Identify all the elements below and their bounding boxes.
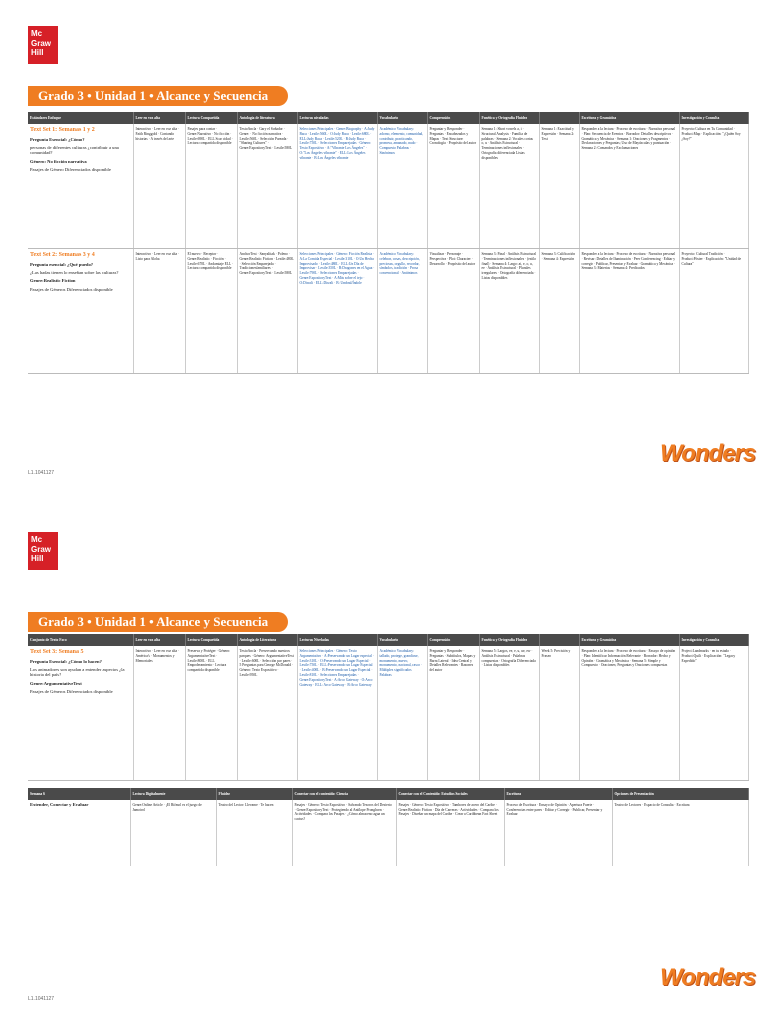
focus-cell: [28, 646, 133, 781]
genre-label: Genre:ArgumentativeText: [30, 680, 82, 686]
phonics-cell: Semana 1: Short vowels a, i · Structural Analysis · Familia de palabras · Semana 2: Vocales cortas o, u · Análisis Estructural · Terminaciones inflexionales · Ortografía diferenciada Listas disponibles: [479, 124, 539, 249]
header-cell: Leer en voz alta: [133, 112, 185, 124]
vocabulary-cell: Académico Vocabulary: tallado, protege, grandiose, monumento, nuevo, monumento, nacional, rasco · Múltiples significados Palabras: [377, 646, 427, 781]
essential-question: Pregunta esencial: ¿Qué puedo?: [30, 261, 94, 267]
header-cell: Antología de literatura: [237, 112, 297, 124]
genre-label: Género: No ficción narrativa: [30, 158, 87, 164]
header-cell: Escritura: [504, 788, 612, 800]
header-cell: Conectar con el contenido: Ciencia: [292, 788, 396, 800]
table-header-row: [28, 634, 748, 646]
banner-title: Grado 3 • Unidad 1 • Alcance y Secuencia: [38, 88, 269, 103]
research-cell: Proyecto: Cultural Tradición · Product:Póster · Explicación: "Unidad de Cultura": [679, 249, 748, 374]
header-cell: Lecturas Niveladas: [297, 634, 377, 646]
header-cell: Investigación y Consulta: [679, 112, 748, 124]
header-cell: Lectura Digitalmente: [130, 788, 216, 800]
wonders-logo: Wonders: [660, 440, 756, 467]
header-cell: Semana 6: [28, 788, 130, 800]
comprehension-cell: Visualizar · Personaje · Perspectiva · Plot: Character · Desarrollo · Propósito del autor: [427, 249, 479, 374]
header-cell: Conjunto de Texto Foco: [28, 634, 133, 646]
banner-title: Grado 3 • Unidad 1 • Alcance y Secuencia: [38, 614, 269, 629]
text-set-title: Text Set 3: Semana 5: [30, 649, 84, 655]
fluency-cell: Teatro del Lector: Llevame · Te hacen: [216, 800, 292, 866]
passages-note: Pasajes de Géneros Diferenciados disponible: [30, 286, 113, 292]
header-cell: Antología de Literatura: [237, 634, 297, 646]
literature-anthology-cell: TextoAncla · Preservando nuestros parques · Género: ArgumentativeText · Lexile:600L · Selección por pares · 5 Preguntas para George McDonald · Género: Texto Expositivo · Lexile:950L: [237, 646, 297, 781]
vocabulary-cell: Académico Vocabulary: adorno, elemento, comunidad, contribuir, practicando, promesa, amanado, nudo · Compuesto Palabras · Sinónimos: [377, 124, 427, 249]
read-aloud-cell: Interactivo · Leer en voz alta · América's · Monumentos y Memoriales: [133, 646, 185, 781]
table-header-row: [28, 788, 748, 800]
page-banner: [28, 612, 288, 632]
essential-question-detail: Los animadores son ayudan a entender aspectos ¿la historia del país?: [30, 667, 125, 678]
read-aloud-cell: Interactivo · Leer en voz alta · Listo para Aloha: [133, 249, 185, 374]
header-cell: Comprensión: [427, 112, 479, 124]
header-cell: Lectura Compartida: [185, 634, 237, 646]
writing-grammar-cell: Responder a la lectura · Proceso de escritura · Narrativa personal · Revisar: Detalles de Iluminación · Peer Conferencing · Editar y corregir · Publicar, Presentar y Evaluar · Gramática y Mecánica · Semana 3: Materias · Semana 4: Predicados: [579, 249, 679, 374]
wonders-logo: Wonders: [660, 964, 756, 991]
header-cell: Vocabulario: [377, 634, 427, 646]
header-cell: Investigación y Consulta: [679, 634, 748, 646]
header-cell: Fluidez: [216, 788, 292, 800]
header-cell: Comprensión: [427, 634, 479, 646]
table-row: [28, 249, 748, 374]
essential-question-detail: ¿Las hadas tienen lo enseñan sobre las culturas?: [30, 270, 119, 275]
essential-question: Pregunta Esencial: ¿Cómo lo hacen?: [30, 658, 102, 664]
leveled-readers-cell: Selecciones Principales · Genre:Biography · A:Judy Baca · Lexile:560L · O:Judy Baca · Lexile:680L · ELL:Judy Baca · Lexile:520L · B:Judy Baca · Lexile:750L · Selecciones Emparejadas · Género: Texto Expositivo · A:"Vibrante Los Ángeles" · O:"Los Ángeles vibrante" · ELL:Los Ángeles vibrante · B:Los Ángeles vibrante: [297, 124, 377, 249]
research-cell: Proyecto:Cultura en Tu Comunidad · Product:Map · Explicación: "¿Quién Soy ¿Soy?": [679, 124, 748, 249]
header-cell: Lecturas nivaladas: [297, 112, 377, 124]
header-cell: Estándares Enfoque: [28, 112, 133, 124]
document-code: L1.1041127: [28, 996, 55, 1002]
comprehension-cell: Preguntar y Responder · Preguntas · Subtítulos, Mapas y Barra Lateral · Idea Central y Detalles Relevantes · Razones del autor: [427, 646, 479, 781]
passages-note: Pasajes de Género Diferenciados disponible: [30, 167, 111, 173]
shared-read-cell: Preserva y Protéger · Género: ArgumentativeText · Lexile:800L · ELL Empoderamiento · Lectura compartida disponible: [185, 646, 237, 781]
writing-cell: Proceso de Escritura · Ensayo de Opinión · Apertura Fuerte · Conferencias entre pares · Editar y Corregir · Publicar, Presentar y Evaluar: [504, 800, 612, 866]
presentation-options-cell: Teatro de Lectores · Espacio de Consulta · Escritura: [612, 800, 748, 866]
literature-anthology-cell: AnchorText · Sanyalitak · Poleno · Genre:Realistic Fiction · Lexile:480L · Selección Emparejada · Tradicionesfamiliares · Genre:ExpositoryText · Lexile:580L: [237, 249, 297, 374]
table-header-row: [28, 112, 748, 124]
header-cell: Escritura y Gramática: [579, 112, 679, 124]
header-cell: Vocabulario: [377, 112, 427, 124]
digital-reading-cell: Genre:Online Article · ¡El Rifmol es el juego de Jamoirol: [130, 800, 216, 866]
shared-read-cell: El nuevo · Receptor · Genre:Realistic · Ficción · Lexile:670L · Andamiaje ELL · Lectura compartida disponible: [185, 249, 237, 374]
comprehension-cell: Preguntar y Responder · Preguntas · Encabezados y Mapas · Text Structure: Cronología · Propósito del autor: [427, 124, 479, 249]
text-set-title: Text Set 2: Semanas 3 y 4: [30, 252, 95, 258]
header-cell: [539, 634, 579, 646]
social-studies-connection-cell: Pasajes · Género: Texto Expositivo · Tambores de acero del Caribe · Genre:Realistic Fiction · Día de Carreras · Actividades · Compara los Pasajes · Diseñar un mapa del Caribe · Crear a Caribbean Fact Sheet: [396, 800, 504, 866]
header-cell: Leer en voz alta: [133, 634, 185, 646]
header-cell: [539, 112, 579, 124]
leveled-readers-cell: Selecciones Principales · Género: Texto Argumentativo · A:Preservando un Lugar especial · Lexile:310L · O:Preservando un Lugar Especial · Lexile:750L · ELL:Preservando un Lugar Especial · Lexile:400L · B:Preservando un Lugar Especial · Lexile:810L · Selecciones Emparejadas · Genre:ExpositoryText · A:Arco Gateway · O:Arco Gateway · ELL: Arco Gateway · B:Arco Gateway: [297, 646, 377, 781]
focus-cell: [28, 124, 133, 249]
header-cell: Fonética y Ortografía Fluidez: [479, 112, 539, 124]
shared-read-cell: Pasajes para contar · Genre:Narrativo · No ficción · Lexile:690L · ELL Scar cidad · Lectura compartida disponible: [185, 124, 237, 249]
text-set-title: Text Set 1: Semanas 1 y 2: [30, 127, 95, 133]
table-row: [28, 800, 748, 866]
week-six-focus: Extender, Conectar y Evaluar: [28, 800, 130, 866]
read-aloud-cell: Interactivo · Leer en voz alta · Faith Ringgold · Contando historias · A través del arte: [133, 124, 185, 249]
header-cell: Opciones de Presentación: [612, 788, 748, 800]
essential-question-detail: personas de diferentes culturas ¿contribuir a una comunidad?: [30, 145, 119, 156]
header-cell: Lectura Compartida: [185, 112, 237, 124]
mcgraw-hill-logo: Mc Graw Hill: [28, 26, 58, 64]
week-six-table: [28, 788, 749, 866]
vocabulary-cell: Académico Vocabulary: celebrar, cosas, descripción, preciosas, orgullo, recordar, símbolos, tradición · Prosa convencional · Antónimos: [377, 249, 427, 374]
focus-cell: [28, 249, 133, 374]
header-cell: Fonética y Ortografía Fluidez: [479, 634, 539, 646]
header-cell: Escritura y Gramática: [579, 634, 679, 646]
writing-grammar-cell: Responder a la lectura · Proceso de escritura · Ensayo de opinión · Plan: Identificar Información Relevante · Borrador: Hecho y Opinión · Gramática y Mecánica · Semana 5: Simple y Compuesto · Oraciones; Preguntas y Oraciones compuestas: [579, 646, 679, 781]
phonics-cell: Semana 5: Largos, ee, e, u, ue, ew · Análisis Estructural · Palabras compuestas · Ortografía Diferenciada · Listas disponibles: [479, 646, 539, 781]
research-cell: Project:Landmarks · en tu estado · Product:Quilt · Explicación: "Legacy Expedido": [679, 646, 748, 781]
page-banner: [28, 86, 288, 106]
scope-sequence-table-2: [28, 634, 749, 781]
scope-sequence-table: [28, 112, 749, 374]
document-code: L1.1041127: [28, 470, 55, 476]
mcgraw-hill-logo: Mc Graw Hill: [28, 532, 58, 570]
genre-label: Genre:Realistic Fiction: [30, 278, 76, 284]
fluency-cell: Week 5: Precisión y Fraseo: [539, 646, 579, 781]
passages-note: Pasajes de Géneros Diferenciados disponible: [30, 689, 113, 695]
fluency-cell: Semana 3: Calificación · Semana 4: Expresión: [539, 249, 579, 374]
table-row: [28, 646, 748, 781]
leveled-readers-cell: Selecciones Principales · Género: Ficción Realista · A:La Comida Especial · Lexile:310L · O:Un Hecho Improvisado · Lexile:480L · ELL:Un Día de Improvisar · Lexile:350L · B:Dragones en el Agua · Lexile:790L · Selecciones Emparejadas · Genre:ExpositoryText · A:Más sobre el tejo · O:Diwali · ELL:Diwali · B: Umbral/Índole: [297, 249, 377, 374]
literature-anthology-cell: TextoAncla · Gary el Soñador · Genre: · No ficción narrativa · Lexile:560L · Selección Pareada · "Sharing Cultures" · Genre:ExpositoryText · Lexile:580L: [237, 124, 297, 249]
writing-grammar-cell: Responder a la lectura · Proceso de escritura · Narrativa personal · Plan: Secuencia de Eventos · Borrador: Detalles descriptivos · Gramática y Mecánica · Semana 1: Oraciones y Fragmentos · Declaraciones y Preguntas; Uso de Mayúsculas y puntuación · Semana 2: Comandos y Exclamaciones: [579, 124, 679, 249]
table-row: [28, 124, 748, 249]
header-cell: Conectar con el Contenido: Estudios Sociales: [396, 788, 504, 800]
fluency-cell: Semana 1: Exactitud y Expresión · Semana 2: Text: [539, 124, 579, 249]
science-connection-cell: Pasajes · Género: Texto Expositivo · Salvando Tesoros del Desierto · Genre:ExpositoryText · Protegiendo al Antílope Pronghorn · Actividades · Compara los Pasajes · ¿Cómo almaceno agua un cactus?: [292, 800, 396, 866]
phonics-cell: Semana 3: Final · Análisis Estructural · Terminaciones inflexionales · (estilo final) · Semana 4: Largo: ai, e, o, u, ee · Análisis Estructural · Plurales irregulares · Ortografía diferenciada · Listas disponibles: [479, 249, 539, 374]
essential-question: Pregunta Esencial: ¿Cómo?: [30, 136, 85, 142]
